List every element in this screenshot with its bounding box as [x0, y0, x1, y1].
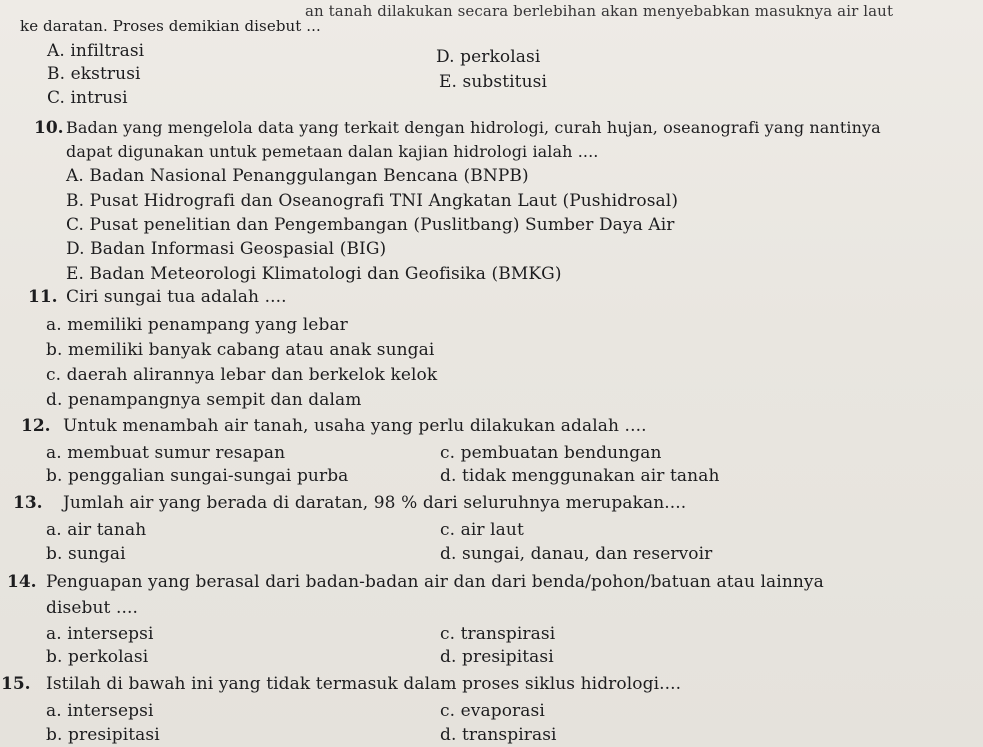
header-line-1: an tanah dilakukan secara berlebihan akan menyebabkan masuknya air laut: [305, 2, 894, 20]
q12-question: Untuk menambah air tanah, usaha yang perlu dilakukan adalah ....: [63, 416, 647, 436]
q12-option-b: b. penggalian sungai-sungai purba: [46, 466, 349, 486]
q11-option-d: d. penampangnya sempit dan dalam: [46, 390, 362, 410]
q9-option-e: E. substitusi: [439, 72, 548, 92]
q13-number: 13.: [13, 493, 43, 513]
q14-question-line-1: Penguapan yang berasal dari badan-badan air dan dari benda/pohon/batuan atau lainnya: [46, 572, 824, 592]
q15-number: 15.: [1, 674, 31, 694]
q10-option-e: E. Badan Meteorologi Klimatologi dan Geofisika (BMKG): [66, 264, 562, 284]
q9-option-c: C. intrusi: [47, 88, 128, 108]
q15-option-b: b. presipitasi: [46, 725, 160, 745]
q10-option-c: C. Pusat penelitian dan Pengembangan (Puslitbang) Sumber Daya Air: [66, 215, 675, 235]
q14-option-c: c. transpirasi: [440, 624, 556, 644]
q13-option-a: a. air tanah: [46, 520, 147, 540]
q12-number: 12.: [21, 416, 51, 436]
q11-question: Ciri sungai tua adalah ....: [66, 287, 287, 307]
q11-option-c: c. daerah alirannya lebar dan berkelok kelok: [46, 365, 438, 385]
q9-option-a: A. infiltrasi: [47, 41, 145, 61]
q10-option-b: B. Pusat Hidrografi dan Oseanografi TNI Angkatan Laut (Pushidrosal): [66, 191, 679, 211]
q10-number: 10.: [34, 118, 64, 138]
q9-option-b: B. ekstrusi: [47, 64, 141, 84]
q12-option-a: a. membuat sumur resapan: [46, 443, 286, 463]
q12-option-c: c. pembuatan bendungan: [440, 443, 662, 463]
q14-option-b: b. perkolasi: [46, 647, 149, 667]
q12-option-d: d. tidak menggunakan air tanah: [440, 466, 720, 486]
q15-option-d: d. transpirasi: [440, 725, 557, 745]
q15-option-c: c. evaporasi: [440, 701, 545, 721]
q13-option-d: d. sungai, danau, dan reservoir: [440, 544, 713, 564]
header-line-2: ke daratan. Proses demikian disebut ...: [20, 17, 321, 35]
q10-option-a: A. Badan Nasional Penanggulangan Bencana (BNPB): [66, 166, 529, 186]
q13-option-c: c. air laut: [440, 520, 524, 540]
q10-option-d: D. Badan Informasi Geospasial (BIG): [66, 239, 387, 259]
q13-question: Jumlah air yang berada di daratan, 98 % dari seluruhnya merupakan....: [63, 493, 687, 513]
q10-question-line-1: Badan yang mengelola data yang terkait dengan hidrologi, curah hujan, oseanografi yang nantinya: [66, 118, 881, 137]
q15-option-a: a. intersepsi: [46, 701, 154, 721]
q13-option-b: b. sungai: [46, 544, 126, 564]
q11-option-b: b. memiliki banyak cabang atau anak sungai: [46, 340, 435, 360]
q15-question: Istilah di bawah ini yang tidak termasuk dalam proses siklus hidrologi....: [46, 674, 682, 694]
q10-question-line-2: dapat digunakan untuk pemetaan dalan kajian hidrologi ialah ....: [66, 142, 599, 161]
q11-option-a: a. memiliki penampang yang lebar: [46, 315, 348, 335]
q14-option-a: a. intersepsi: [46, 624, 154, 644]
q14-question-line-2: disebut ....: [46, 598, 138, 618]
q9-option-d: D. perkolasi: [436, 47, 541, 67]
q11-number: 11.: [28, 287, 58, 307]
q14-option-d: d. presipitasi: [440, 647, 554, 667]
q14-number: 14.: [7, 572, 37, 592]
